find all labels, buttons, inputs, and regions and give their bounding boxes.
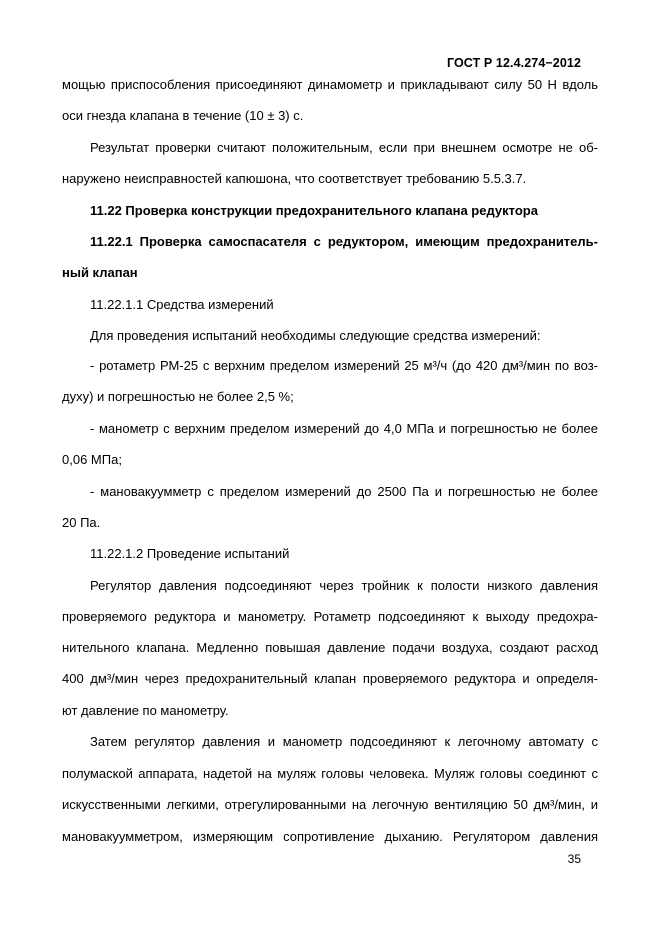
- clause-heading: 11.22.1.2 Проведение испытаний: [90, 546, 290, 561]
- subsection-heading: 11.22.1 Проверка самоспасателя с редуктором, имеющим предохранитель-: [90, 234, 598, 249]
- text-line: искусственными легкими, отрегулированными на легочную вентиляцию 50 дм³/мин, и: [62, 797, 598, 812]
- text-line: Для проведения испытаний необходимы следующие средства измерений:: [90, 328, 541, 343]
- text-line: Результат проверки считают положительным, если при внешнем осмотре не об-: [90, 140, 598, 155]
- text-line: 20 Па.: [62, 515, 101, 530]
- text-line: полумаской аппарата, надетой на муляж головы человека. Муляж головы соединют с: [62, 766, 598, 781]
- text-line: Регулятор давления подсоединяют через тройник к полости низкого давления: [90, 578, 598, 593]
- subsection-heading-cont: ный клапан: [62, 265, 138, 280]
- text-line: 400 дм³/мин через предохранительный клапан проверяемого редуктора и определя-: [62, 671, 598, 686]
- text-line: проверяемого редуктора и манометру. Ротаметр подсоединяют к выходу предохра-: [62, 609, 598, 624]
- list-item: - ротаметр РМ-25 с верхним пределом измерений 25 м³/ч (до 420 дм³/мин по воз-: [90, 358, 598, 373]
- text-line: нительного клапана. Медленно повышая давление подачи воздуха, создают расход: [62, 640, 598, 655]
- clause-heading: 11.22.1.1 Средства измерений: [90, 297, 274, 312]
- text-line: наружено неисправностей капюшона, что соответствует требованию 5.5.3.7.: [62, 171, 527, 186]
- document-header: ГОСТ Р 12.4.274−2012: [446, 56, 581, 70]
- text-line: мощью приспособления присоединяют динамометр и прикладывают силу 50 Н вдоль: [62, 77, 598, 92]
- text-line: оси гнезда клапана в течение (10 ± 3) с.: [62, 108, 304, 123]
- text-line: 0,06 МПа;: [62, 452, 122, 467]
- text-line: мановакуумметром, измеряющим сопротивление дыханию. Регулятором давления: [62, 829, 598, 844]
- text-line: духу) и погрешностью не более 2,5 %;: [62, 389, 294, 404]
- list-item: - мановакуумметр с пределом измерений до 2500 Па и погрешностью не более: [90, 484, 598, 499]
- text-line: ют давление по манометру.: [62, 703, 229, 718]
- page-number: 35: [567, 852, 581, 866]
- section-heading: 11.22 Проверка конструкции предохранительного клапана редуктора: [90, 203, 538, 218]
- text-line: Затем регулятор давления и манометр подсоединяют к легочному автомату с: [90, 734, 598, 749]
- list-item: - манометр с верхним пределом измерений до 4,0 МПа и погрешностью не более: [90, 421, 598, 436]
